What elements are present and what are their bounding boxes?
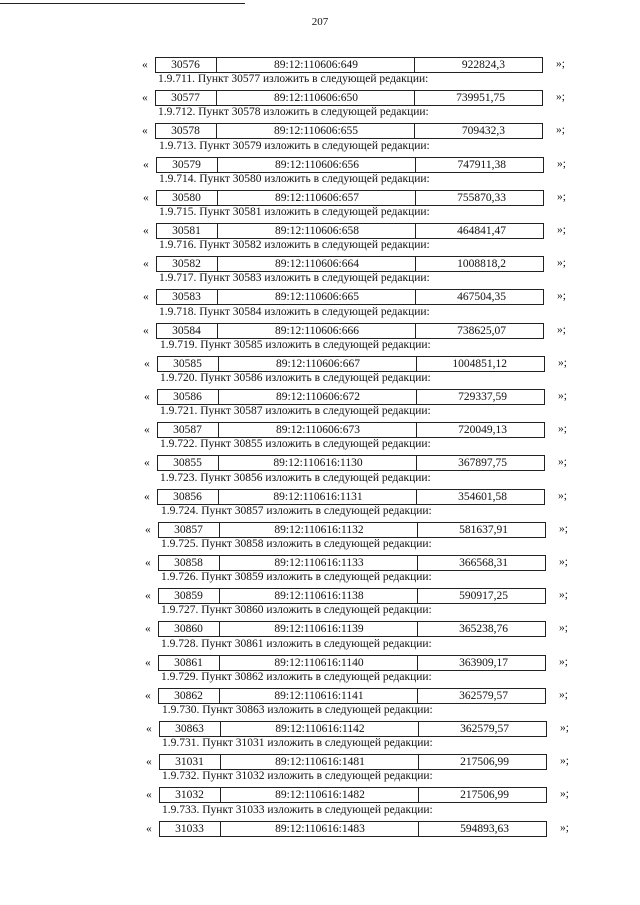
cadastral-number-cell: 89:12:110616:1138 <box>219 589 418 603</box>
value-text: 467504,35 <box>457 291 506 304</box>
quote-close: »; <box>560 722 569 734</box>
point-number-cell: 30587 <box>173 424 202 437</box>
table-row <box>146 754 569 769</box>
value-cell <box>414 58 543 72</box>
amendment-caption: 1.9.722. Пункт 30855 изложить в следующей редакции: <box>160 438 431 451</box>
cadastral-number-cell: 89:12:110616:1139 <box>219 622 418 636</box>
quote-open: « <box>146 723 152 735</box>
point-number-cell: 30857 <box>174 523 203 536</box>
value-text: 594893,63 <box>460 822 509 835</box>
quote-close: »; <box>556 58 565 70</box>
point-number-cell: 30586 <box>173 391 202 403</box>
table-row <box>145 655 568 670</box>
quote-close: »; <box>559 522 568 535</box>
quote-open: « <box>144 424 150 437</box>
value-cell <box>415 191 544 205</box>
cadastral-number-cell: 89:12:110606:658 <box>217 224 416 238</box>
cadastral-number-cell: 89:12:110616:1132 <box>219 523 418 537</box>
table-row <box>145 688 568 703</box>
quote-open: « <box>146 822 152 835</box>
page-number: 207 <box>311 16 329 28</box>
quote-close: »; <box>557 257 566 270</box>
value-text: 217506,99 <box>460 756 509 769</box>
table-row <box>142 123 565 138</box>
cadastral-number-cell: 89:12:110606:665 <box>217 290 416 304</box>
point-number-cell: 30579 <box>172 158 201 171</box>
row-table <box>158 655 546 671</box>
value-text: 729337,59 <box>458 391 507 403</box>
row-table <box>159 721 547 737</box>
row-table <box>156 157 544 173</box>
quote-close: »; <box>556 91 565 104</box>
quote-open: « <box>146 789 152 802</box>
row-table <box>155 123 543 139</box>
value-cell <box>418 788 547 802</box>
value-text: 363909,17 <box>459 656 508 669</box>
point-number-cell: 30584 <box>172 324 201 337</box>
value-text: 747911,38 <box>457 158 506 171</box>
cadastral-number-cell: 89:12:110606:664 <box>217 257 416 271</box>
value-cell <box>416 490 545 504</box>
amendment-caption: 1.9.713. Пункт 30579 изложить в следующей редакции: <box>159 139 430 152</box>
table-row <box>142 57 565 72</box>
row-table <box>158 555 546 571</box>
table-row <box>143 323 566 338</box>
amendment-caption: 1.9.732. Пункт 31032 изложить в следующей редакции: <box>162 770 433 783</box>
value-cell <box>415 224 544 238</box>
point-number-cell: 31032 <box>175 789 204 802</box>
table-row <box>142 90 565 105</box>
quote-close: »; <box>559 688 568 701</box>
point-number-cell: 30578 <box>171 125 200 138</box>
quote-open: « <box>145 523 151 536</box>
row-table <box>158 588 546 604</box>
table-row <box>145 588 568 603</box>
row-table <box>156 190 544 206</box>
quote-close: »; <box>557 190 566 203</box>
value-text: 367897,75 <box>458 457 507 470</box>
amendment-caption: 1.9.728. Пункт 30861 изложить в следующей редакции: <box>161 637 432 650</box>
table-row <box>143 256 566 271</box>
row-table <box>157 389 545 405</box>
value-cell <box>414 91 543 105</box>
table-row <box>143 157 566 172</box>
cadastral-number-cell: 89:12:110616:1482 <box>220 788 419 802</box>
row-table <box>157 422 545 438</box>
point-number-cell: 30577 <box>171 92 200 105</box>
value-cell <box>415 257 544 271</box>
row-table <box>159 821 547 837</box>
value-cell <box>417 656 546 670</box>
point-number-cell: 30859 <box>174 590 203 603</box>
quote-open: « <box>142 92 148 105</box>
point-number-cell: 31031 <box>175 756 204 769</box>
point-number-cell: 31033 <box>175 822 204 835</box>
value-cell <box>416 390 545 404</box>
value-text: 217506,99 <box>460 789 509 802</box>
amendment-caption: 1.9.725. Пункт 30858 изложить в следующей редакции: <box>161 538 432 550</box>
point-number-cell: 30585 <box>173 357 202 370</box>
value-cell <box>417 622 546 636</box>
quote-open: « <box>143 324 149 337</box>
value-text: 922824,3 <box>461 59 505 71</box>
cadastral-number-cell: 89:12:110606:657 <box>217 191 416 205</box>
amendment-caption: 1.9.727. Пункт 30860 изложить в следующей редакции: <box>161 604 432 617</box>
quote-close: »; <box>557 224 566 236</box>
row-table <box>158 522 546 538</box>
value-cell <box>415 324 544 338</box>
table-row <box>144 356 567 371</box>
quote-close: »; <box>557 157 566 170</box>
quote-close: »; <box>560 821 569 834</box>
quote-open: « <box>146 756 152 769</box>
quote-close: »; <box>557 323 566 336</box>
row-table <box>157 455 545 471</box>
cadastral-number-cell: 89:12:110616:1141 <box>219 689 418 703</box>
row-table <box>157 489 545 505</box>
cadastral-number-cell: 89:12:110616:1133 <box>219 556 418 570</box>
cadastral-number-cell: 89:12:110606:667 <box>218 357 417 371</box>
value-text: 354601,58 <box>458 490 507 503</box>
amendment-caption: 1.9.726. Пункт 30859 изложить в следующей редакции: <box>161 571 432 584</box>
quote-open: « <box>144 391 150 403</box>
amendment-caption: 1.9.723. Пункт 30856 изложить в следующей редакции: <box>160 471 431 484</box>
quote-close: »; <box>560 788 569 801</box>
quote-open: « <box>145 623 151 636</box>
table-row <box>146 787 569 802</box>
quote-open: « <box>145 689 151 702</box>
table-row <box>143 190 566 205</box>
amendment-caption: 1.9.716. Пункт 30582 изложить в следующей редакции: <box>159 239 430 252</box>
value-text: 1008818,2 <box>457 258 506 271</box>
cadastral-number-cell: 89:12:110616:1131 <box>218 490 417 504</box>
value-text: 362579,57 <box>459 689 508 702</box>
amendment-caption: 1.9.714. Пункт 30580 изложить в следующей редакции: <box>159 172 430 185</box>
quote-open: « <box>144 490 150 503</box>
row-table <box>157 356 545 372</box>
quote-close: »; <box>558 456 567 469</box>
quote-open: « <box>145 557 151 569</box>
amendment-caption: 1.9.719. Пункт 30585 изложить в следующей редакции: <box>160 338 431 351</box>
quote-close: »; <box>559 622 568 635</box>
value-cell <box>415 290 544 304</box>
cadastral-number-cell: 89:12:110616:1483 <box>220 822 419 836</box>
table-row <box>144 389 567 404</box>
cadastral-number-cell: 89:12:110616:1130 <box>218 456 417 470</box>
point-number-cell: 30856 <box>173 490 202 503</box>
row-table <box>156 256 544 272</box>
quote-close: »; <box>558 356 567 369</box>
amendment-caption: 1.9.729. Пункт 30862 изложить в следующей редакции: <box>161 670 432 683</box>
quote-close: »; <box>559 556 568 568</box>
quote-close: »; <box>558 423 567 436</box>
quote-open: « <box>143 291 149 304</box>
quote-open: « <box>144 357 150 370</box>
amendment-caption: 1.9.724. Пункт 30857 изложить в следующей редакции: <box>161 504 432 517</box>
value-text: 739951,75 <box>456 92 505 105</box>
quote-close: »; <box>558 489 567 502</box>
quote-open: « <box>143 158 149 171</box>
point-number-cell: 30855 <box>173 457 202 470</box>
quote-open: « <box>143 258 149 271</box>
amendment-caption: 1.9.711. Пункт 30577 изложить в следующей редакции: <box>158 73 429 86</box>
quote-open: « <box>143 225 149 237</box>
value-cell <box>418 722 547 736</box>
value-cell <box>416 357 545 371</box>
table-row <box>144 422 567 437</box>
amendment-caption: 1.9.733. Пункт 31033 изложить в следующей редакции: <box>162 803 433 816</box>
amendment-caption: 1.9.715. Пункт 30581 изложить в следующей редакции: <box>159 206 430 218</box>
row-table <box>159 787 547 803</box>
quote-open: « <box>144 457 150 470</box>
table-row <box>145 621 568 636</box>
amendment-caption: 1.9.720. Пункт 30586 изложить в следующей редакции: <box>160 372 431 384</box>
value-cell <box>414 124 543 138</box>
cadastral-number-cell: 89:12:110616:1140 <box>219 656 418 670</box>
cadastral-number-cell: 89:12:110606:673 <box>218 423 417 437</box>
amendment-caption: 1.9.730. Пункт 30863 изложить в следующей редакции: <box>162 704 433 716</box>
amendment-caption: 1.9.731. Пункт 31031 изложить в следующей редакции: <box>162 737 433 750</box>
quote-close: »; <box>556 124 565 137</box>
cadastral-number-cell: 89:12:110606:649 <box>216 58 415 72</box>
cadastral-number-cell: 89:12:110606:666 <box>217 324 416 338</box>
row-table <box>158 688 546 704</box>
value-cell <box>416 456 545 470</box>
quote-close: »; <box>558 390 567 402</box>
value-cell <box>417 689 546 703</box>
value-cell <box>416 423 545 437</box>
value-text: 1004851,12 <box>452 357 507 370</box>
quote-open: « <box>145 590 151 603</box>
quote-open: « <box>145 656 151 669</box>
value-cell <box>415 158 544 172</box>
point-number-cell: 30582 <box>172 258 201 271</box>
value-text: 365238,76 <box>459 623 508 636</box>
quote-open: « <box>142 59 148 71</box>
cadastral-number-cell: 89:12:110616:1481 <box>220 755 419 769</box>
value-cell <box>417 589 546 603</box>
point-number-cell: 30583 <box>172 291 201 304</box>
quote-close: »; <box>557 290 566 303</box>
value-text: 738625,07 <box>457 324 506 337</box>
row-table <box>155 57 543 73</box>
table-row <box>143 223 566 238</box>
point-number-cell: 30576 <box>171 59 200 71</box>
cadastral-number-cell: 89:12:110606:672 <box>218 390 417 404</box>
row-table <box>156 323 544 339</box>
table-row <box>146 821 569 836</box>
value-text: 362579,57 <box>460 723 509 735</box>
quote-close: »; <box>559 589 568 602</box>
row-table <box>156 289 544 305</box>
cadastral-number-cell: 89:12:110616:1142 <box>220 722 419 736</box>
value-text: 590917,25 <box>459 590 508 603</box>
cadastral-number-cell: 89:12:110606:650 <box>216 91 415 105</box>
amendment-caption: 1.9.721. Пункт 30587 изложить в следующей редакции: <box>160 405 431 418</box>
row-table <box>159 754 547 770</box>
row-table <box>158 621 546 637</box>
point-number-cell: 30860 <box>174 623 203 636</box>
quote-close: »; <box>560 755 569 768</box>
row-table <box>155 90 543 106</box>
value-cell <box>418 822 547 836</box>
table-row <box>143 289 566 304</box>
value-text: 755870,33 <box>457 191 506 204</box>
point-number-cell: 30862 <box>174 689 203 702</box>
value-text: 464841,47 <box>457 225 506 237</box>
table-row <box>145 555 568 570</box>
value-cell <box>418 755 547 769</box>
table-row <box>145 522 568 537</box>
row-table <box>156 223 544 239</box>
value-cell <box>417 523 546 537</box>
amendment-caption: 1.9.712. Пункт 30578 изложить в следующей редакции: <box>158 106 429 119</box>
point-number-cell: 30861 <box>174 656 203 669</box>
table-row <box>144 489 567 504</box>
value-text: 720049,13 <box>458 424 507 437</box>
cadastral-number-cell: 89:12:110606:655 <box>216 124 415 138</box>
quote-open: « <box>143 191 149 204</box>
quote-open: « <box>142 125 148 138</box>
value-text: 581637,91 <box>459 523 508 536</box>
value-text: 366568,31 <box>459 557 508 569</box>
point-number-cell: 30858 <box>174 557 203 569</box>
table-row <box>144 455 567 470</box>
table-row <box>146 721 569 736</box>
value-text: 709432,3 <box>461 125 505 138</box>
point-number-cell: 30581 <box>172 225 201 237</box>
point-number-cell: 30863 <box>175 723 204 735</box>
cadastral-number-cell: 89:12:110606:656 <box>217 158 416 172</box>
amendment-caption: 1.9.717. Пункт 30583 изложить в следующей редакции: <box>159 272 430 285</box>
amendment-caption: 1.9.718. Пункт 30584 изложить в следующей редакции: <box>159 305 430 318</box>
quote-close: »; <box>559 655 568 668</box>
value-cell <box>417 556 546 570</box>
point-number-cell: 30580 <box>172 191 201 204</box>
